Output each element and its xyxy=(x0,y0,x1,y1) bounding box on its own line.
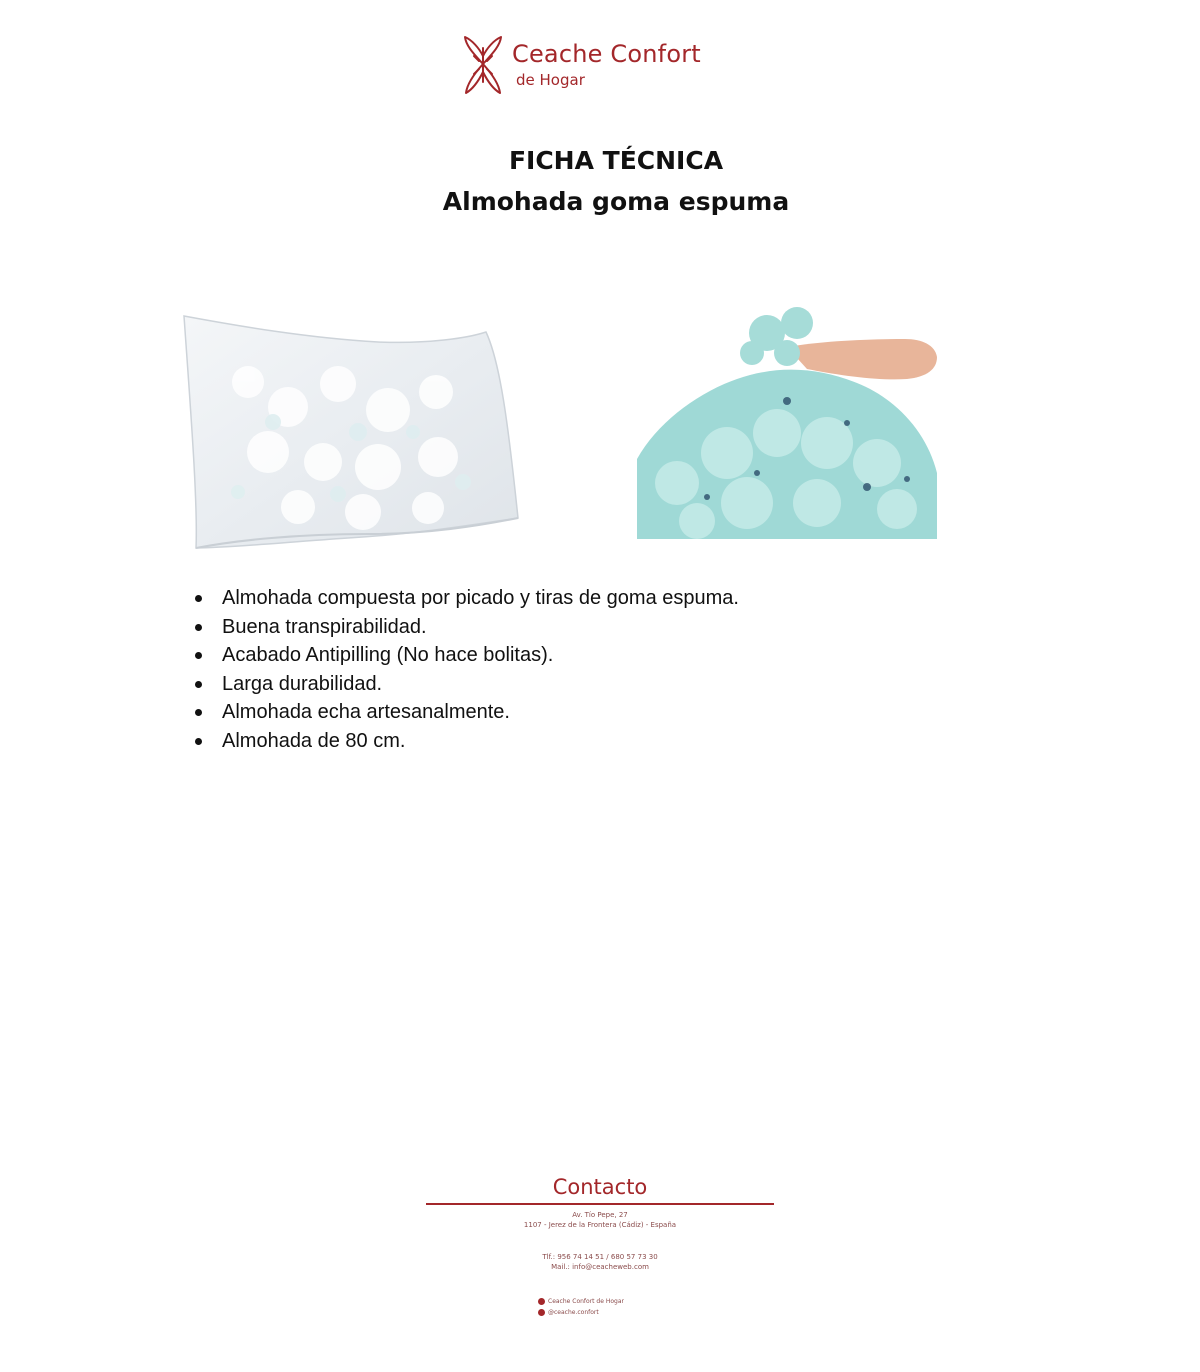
list-item-text: Almohada de 80 cm. xyxy=(222,729,406,752)
pillow-photo xyxy=(178,312,524,550)
bullet-icon xyxy=(195,709,202,716)
contact-address-line2: 1107 - Jerez de la Frontera (Cádiz) - España xyxy=(523,1221,677,1229)
brand-logo xyxy=(462,34,742,96)
foam-shreds-photo xyxy=(637,283,937,539)
bullet-icon xyxy=(195,624,202,631)
document-title: FICHA TÉCNICA xyxy=(508,146,724,175)
contact-address-line1: Av. Tío Pepe, 27 xyxy=(572,1211,628,1219)
contact-title: Contacto xyxy=(552,1175,648,1199)
list-item xyxy=(190,613,739,642)
bullet-icon xyxy=(195,595,202,602)
bullet-icon xyxy=(195,652,202,659)
instagram-icon xyxy=(538,1309,545,1316)
contact-phone: Tlf.: 956 74 14 51 / 680 57 73 30 xyxy=(542,1253,658,1261)
contact-mail: Mail.: info@ceacheweb.com xyxy=(551,1263,649,1271)
product-title: Almohada goma espuma xyxy=(442,187,790,216)
bullet-icon xyxy=(195,681,202,688)
list-item xyxy=(190,641,739,670)
contact-divider xyxy=(426,1203,774,1205)
features-list xyxy=(190,584,739,755)
list-item-text: Almohada echa artesanalmente. xyxy=(222,701,510,723)
list-item xyxy=(190,670,739,699)
facebook-link[interactable] xyxy=(538,1298,624,1305)
contact-block xyxy=(426,1172,774,1316)
list-item xyxy=(190,584,739,613)
list-item xyxy=(190,727,739,756)
bullet-icon xyxy=(195,738,202,745)
facebook-label: Ceache Confort de Hogar xyxy=(548,1298,624,1305)
instagram-label: @ceache.confort xyxy=(548,1309,599,1316)
butterfly-logo-icon xyxy=(462,34,504,96)
list-item-text: Almohada compuesta por picado y tiras de goma espuma. xyxy=(222,587,739,609)
brand-subtitle: de Hogar xyxy=(516,71,585,89)
list-item-text: Acabado Antipilling (No hace bolitas). xyxy=(222,644,554,666)
list-item xyxy=(190,698,739,727)
list-item-text: Larga durabilidad. xyxy=(222,672,383,695)
instagram-link[interactable] xyxy=(538,1309,599,1316)
list-item-text: Buena transpirabilidad. xyxy=(222,615,427,638)
facebook-icon xyxy=(538,1298,545,1305)
brand-name: Ceache Confort xyxy=(512,40,701,68)
